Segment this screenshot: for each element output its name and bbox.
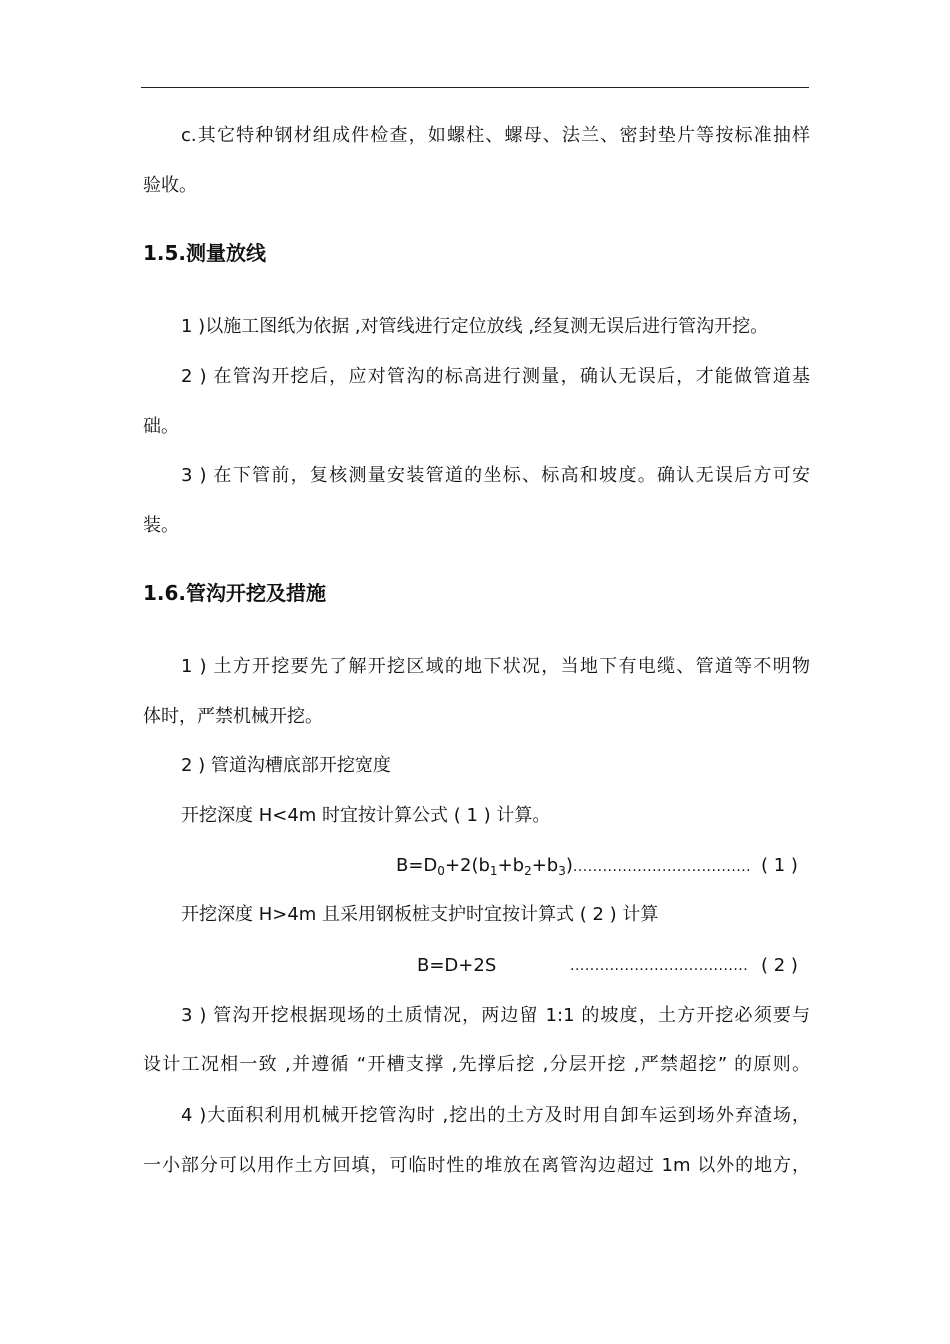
formula-2-expression: B=D+2S (417, 955, 497, 976)
paragraph-1-5-2-line1: 2 ) 在管沟开挖后，应对管沟的标高进行测量，确认无误后，才能做管道基 (181, 366, 810, 387)
paragraph-1-6-1-line1: 1 ) 土方开挖要先了解开挖区域的地下状况，当地下有电缆、管道等不明物 (181, 656, 810, 677)
formula-1-number: ( 1 ) (761, 855, 798, 876)
formula-2-dots: .................................... (570, 958, 749, 974)
formula-1-sub2: 2 (524, 864, 532, 878)
formula-1-mid1: +2(b (444, 855, 490, 876)
paragraph-1-5-1: 1 )以施工图纸为依据 ,对管线进行定位放线 ,经复测无误后进行管沟开挖。 (181, 316, 769, 337)
paragraph-1-5-3-line2: 装。 (143, 515, 179, 536)
paragraph-c-line2: 验收。 (143, 175, 197, 196)
formula-1-sub0: 0 (437, 864, 445, 878)
header-rule (141, 87, 809, 88)
section-heading-1-5: 1.5.测量放线 (143, 241, 267, 265)
section-heading-1-6: 1.6.管沟开挖及措施 (143, 581, 327, 605)
formula-1-mid2: +b (497, 855, 525, 876)
paragraph-1-6-3-line1: 3 ) 管沟开挖根据现场的土质情况，两边留 1:1 的坡度，土方开挖必须要与 (181, 1005, 810, 1026)
paragraph-1-6-2-condition1: 开挖深度 H<4m 时宜按计算公式 ( 1 ) 计算。 (181, 805, 551, 826)
paragraph-1-6-2-condition2: 开挖深度 H>4m 且采用钢板桩支护时宜按计算式 ( 2 ) 计算 (181, 904, 659, 925)
paragraph-1-6-1-line2: 体时，严禁机械开挖。 (143, 706, 323, 727)
formula-1-mid3: +b (531, 855, 559, 876)
paragraph-c-line1: c.其它特种钢材组成件检查，如螺柱、螺母、法兰、密封垫片等按标准抽样 (181, 125, 810, 146)
formula-1-sub3: 3 (558, 864, 566, 878)
formula-1-prefix: B=D (396, 855, 438, 876)
paragraph-1-5-2-line2: 础。 (143, 416, 179, 437)
formula-2-number: ( 2 ) (761, 955, 798, 976)
paragraph-1-6-4-line2: 一小部分可以用作土方回填，可临时性的堆放在离管沟边超过 1m 以外的地方， (143, 1155, 810, 1176)
paragraph-1-6-2: 2 ) 管道沟槽底部开挖宽度 (181, 755, 391, 776)
formula-1 (396, 854, 751, 879)
formula-1-suffix: ) (565, 855, 573, 876)
formula-1-sub1: 1 (489, 864, 498, 878)
paragraph-1-5-3-line1: 3 ) 在下管前，复核测量安装管道的坐标、标高和坡度。确认无误后方可安 (181, 465, 810, 486)
paragraph-1-6-3-line2: 设计工况相一致 ,并遵循 “开槽支撑 ,先撑后挖 ,分层开挖 ,严禁超挖” 的原则。 (143, 1054, 810, 1075)
formula-1-dots: .................................... (572, 859, 752, 875)
paragraph-1-6-4-line1: 4 )大面积利用机械开挖管沟时 ,挖出的土方及时用自卸车运到场外弃渣场， (181, 1105, 810, 1126)
